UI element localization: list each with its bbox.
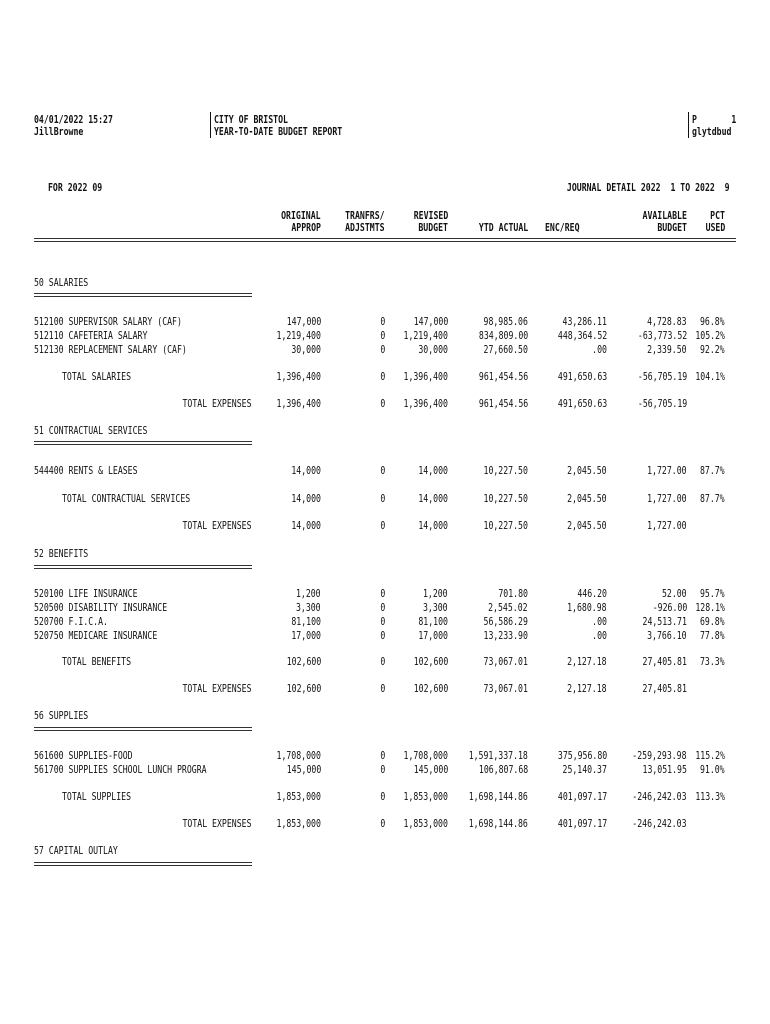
col-approp: APPROP bbox=[291, 222, 321, 234]
transfers-adjustments: 0 bbox=[380, 398, 385, 410]
ytd-actual: 56,586.29 bbox=[483, 616, 528, 628]
section-rule bbox=[34, 293, 252, 297]
total-expenses-label: TOTAL EXPENSES bbox=[182, 818, 252, 830]
available-budget: 1,727.00 bbox=[647, 520, 687, 532]
transfers-adjustments: 0 bbox=[380, 818, 385, 830]
ytd-actual: 13,233.90 bbox=[483, 630, 528, 642]
available-budget: 4,728.83 bbox=[647, 316, 687, 328]
ytd-actual: 1,698,144.86 bbox=[468, 818, 528, 830]
transfers-adjustments: 0 bbox=[380, 602, 385, 614]
col-used: USED bbox=[705, 222, 725, 234]
enc-req: 446.20 bbox=[577, 588, 607, 600]
account-description: 520100 LIFE INSURANCE bbox=[34, 588, 138, 600]
available-budget: 24,513.71 bbox=[642, 616, 687, 628]
original-approp: 17,000 bbox=[291, 630, 321, 642]
available-budget: -246,242.03 bbox=[632, 791, 687, 803]
revised-budget: 17,000 bbox=[418, 630, 448, 642]
section-rule bbox=[34, 862, 252, 866]
revised-budget: 147,000 bbox=[413, 316, 448, 328]
account-description: 520750 MEDICARE INSURANCE bbox=[34, 630, 158, 642]
section-title: 52 BENEFITS bbox=[34, 548, 89, 560]
original-approp: 1,396,400 bbox=[276, 371, 321, 383]
original-approp: 14,000 bbox=[291, 493, 321, 505]
page-number: 1 bbox=[731, 114, 736, 126]
available-budget: 1,727.00 bbox=[647, 465, 687, 477]
account-description: 561600 SUPPLIES-FOOD bbox=[34, 750, 133, 762]
available-budget: -56,705.19 bbox=[637, 371, 687, 383]
pct-used: 115.2% bbox=[695, 750, 725, 762]
transfers-adjustments: 0 bbox=[380, 630, 385, 642]
transfers-adjustments: 0 bbox=[380, 656, 385, 668]
pct-used: 91.0% bbox=[700, 764, 725, 776]
pct-used: 96.8% bbox=[700, 316, 725, 328]
revised-budget: 81,100 bbox=[418, 616, 448, 628]
transfers-adjustments: 0 bbox=[380, 344, 385, 356]
ytd-actual: 2,545.02 bbox=[488, 602, 528, 614]
period-label: FOR 2022 09 bbox=[48, 182, 103, 194]
available-budget: -259,293.98 bbox=[632, 750, 687, 762]
col-tranfrs: TRANFRS/ bbox=[345, 210, 385, 222]
report-datetime: 04/01/2022 15:27 bbox=[34, 114, 113, 126]
account-description: 512110 CAFETERIA SALARY bbox=[34, 330, 148, 342]
ytd-actual: 27,660.50 bbox=[483, 344, 528, 356]
pct-used: 128.1% bbox=[695, 602, 725, 614]
original-approp: 30,000 bbox=[291, 344, 321, 356]
enc-req: 43,286.11 bbox=[562, 316, 607, 328]
transfers-adjustments: 0 bbox=[380, 520, 385, 532]
enc-req: 491,650.63 bbox=[557, 371, 607, 383]
transfers-adjustments: 0 bbox=[380, 371, 385, 383]
transfers-adjustments: 0 bbox=[380, 330, 385, 342]
page-label: P bbox=[692, 114, 697, 126]
section-title: 56 SUPPLIES bbox=[34, 710, 89, 722]
pct-used: 104.1% bbox=[695, 371, 725, 383]
report-title: YEAR-TO-DATE BUDGET REPORT bbox=[214, 126, 343, 138]
section-rule bbox=[34, 565, 252, 569]
transfers-adjustments: 0 bbox=[380, 616, 385, 628]
entity-name: CITY OF BRISTOL bbox=[214, 114, 288, 126]
section-title: 51 CONTRACTUAL SERVICES bbox=[34, 425, 148, 437]
total-label: TOTAL BENEFITS bbox=[62, 656, 132, 668]
transfers-adjustments: 0 bbox=[380, 750, 385, 762]
revised-budget: 14,000 bbox=[418, 465, 448, 477]
enc-req: .00 bbox=[592, 344, 607, 356]
pct-used: 73.3% bbox=[700, 656, 725, 668]
enc-req: 401,097.17 bbox=[557, 818, 607, 830]
pct-used: 92.2% bbox=[700, 344, 725, 356]
revised-budget: 1,200 bbox=[423, 588, 448, 600]
col-original: ORIGINAL bbox=[281, 210, 321, 222]
original-approp: 1,708,000 bbox=[276, 750, 321, 762]
revised-budget: 145,000 bbox=[413, 764, 448, 776]
section-title: 50 SALARIES bbox=[34, 277, 89, 289]
transfers-adjustments: 0 bbox=[380, 764, 385, 776]
transfers-adjustments: 0 bbox=[380, 316, 385, 328]
report-user: JillBrowne bbox=[34, 126, 84, 138]
pct-used: 105.2% bbox=[695, 330, 725, 342]
ytd-actual: 961,454.56 bbox=[478, 398, 528, 410]
ytd-actual: 10,227.50 bbox=[483, 520, 528, 532]
ytd-actual: 73,067.01 bbox=[483, 656, 528, 668]
header-divider-left bbox=[210, 112, 211, 138]
original-approp: 1,853,000 bbox=[276, 791, 321, 803]
revised-budget: 3,300 bbox=[423, 602, 448, 614]
journal-detail: JOURNAL DETAIL 2022 1 TO 2022 9 bbox=[567, 182, 730, 194]
col-pct: PCT bbox=[710, 210, 725, 222]
available-budget: 13,051.95 bbox=[642, 764, 687, 776]
header-rule bbox=[34, 238, 736, 242]
revised-budget: 1,853,000 bbox=[403, 818, 448, 830]
transfers-adjustments: 0 bbox=[380, 791, 385, 803]
col-budget: BUDGET bbox=[418, 222, 448, 234]
available-budget: 2,339.50 bbox=[647, 344, 687, 356]
pct-used: 77.8% bbox=[700, 630, 725, 642]
section-title: 57 CAPITAL OUTLAY bbox=[34, 845, 118, 857]
available-budget: -246,242.03 bbox=[632, 818, 687, 830]
revised-budget: 1,708,000 bbox=[403, 750, 448, 762]
original-approp: 1,219,400 bbox=[276, 330, 321, 342]
revised-budget: 102,600 bbox=[413, 656, 448, 668]
program-name: glytdbud bbox=[692, 126, 732, 138]
total-label: TOTAL SALARIES bbox=[62, 371, 132, 383]
pct-used: 87.7% bbox=[700, 465, 725, 477]
col-available: AVAILABLE bbox=[642, 210, 687, 222]
revised-budget: 30,000 bbox=[418, 344, 448, 356]
transfers-adjustments: 0 bbox=[380, 465, 385, 477]
available-budget: 3,766.10 bbox=[647, 630, 687, 642]
revised-budget: 14,000 bbox=[418, 520, 448, 532]
revised-budget: 14,000 bbox=[418, 493, 448, 505]
original-approp: 14,000 bbox=[291, 520, 321, 532]
total-expenses-label: TOTAL EXPENSES bbox=[182, 520, 252, 532]
col-available-budget: BUDGET bbox=[657, 222, 687, 234]
enc-req: 1,680.98 bbox=[567, 602, 607, 614]
revised-budget: 102,600 bbox=[413, 683, 448, 695]
available-budget: -63,773.52 bbox=[637, 330, 687, 342]
revised-budget: 1,396,400 bbox=[403, 371, 448, 383]
original-approp: 3,300 bbox=[296, 602, 321, 614]
col-adjstmts: ADJSTMTS bbox=[345, 222, 385, 234]
header-divider-right bbox=[688, 112, 689, 138]
account-description: 512130 REPLACEMENT SALARY (CAF) bbox=[34, 344, 187, 356]
enc-req: .00 bbox=[592, 616, 607, 628]
account-description: 520700 F.I.C.A. bbox=[34, 616, 108, 628]
available-budget: -56,705.19 bbox=[637, 398, 687, 410]
enc-req: 2,045.50 bbox=[567, 493, 607, 505]
transfers-adjustments: 0 bbox=[380, 588, 385, 600]
account-description: 561700 SUPPLIES SCHOOL LUNCH PROGRA bbox=[34, 764, 207, 776]
original-approp: 1,200 bbox=[296, 588, 321, 600]
col-ytd-actual: YTD ACTUAL bbox=[478, 222, 528, 234]
total-label: TOTAL SUPPLIES bbox=[62, 791, 132, 803]
revised-budget: 1,396,400 bbox=[403, 398, 448, 410]
revised-budget: 1,853,000 bbox=[403, 791, 448, 803]
original-approp: 102,600 bbox=[286, 683, 321, 695]
account-description: 512100 SUPERVISOR SALARY (CAF) bbox=[34, 316, 182, 328]
ytd-actual: 98,985.06 bbox=[483, 316, 528, 328]
col-revised: REVISED bbox=[413, 210, 448, 222]
pct-used: 113.3% bbox=[695, 791, 725, 803]
transfers-adjustments: 0 bbox=[380, 683, 385, 695]
original-approp: 81,100 bbox=[291, 616, 321, 628]
original-approp: 1,853,000 bbox=[276, 818, 321, 830]
enc-req: 2,127.18 bbox=[567, 683, 607, 695]
ytd-actual: 106,807.68 bbox=[478, 764, 528, 776]
total-expenses-label: TOTAL EXPENSES bbox=[182, 683, 252, 695]
enc-req: 25,140.37 bbox=[562, 764, 607, 776]
ytd-actual: 73,067.01 bbox=[483, 683, 528, 695]
available-budget: -926.00 bbox=[652, 602, 687, 614]
enc-req: 2,045.50 bbox=[567, 520, 607, 532]
total-expenses-label: TOTAL EXPENSES bbox=[182, 398, 252, 410]
enc-req: .00 bbox=[592, 630, 607, 642]
original-approp: 147,000 bbox=[286, 316, 321, 328]
ytd-actual: 701.80 bbox=[498, 588, 528, 600]
original-approp: 14,000 bbox=[291, 465, 321, 477]
pct-used: 87.7% bbox=[700, 493, 725, 505]
enc-req: 2,045.50 bbox=[567, 465, 607, 477]
available-budget: 27,405.81 bbox=[642, 656, 687, 668]
ytd-actual: 10,227.50 bbox=[483, 493, 528, 505]
enc-req: 2,127.18 bbox=[567, 656, 607, 668]
ytd-actual: 834,809.00 bbox=[478, 330, 528, 342]
available-budget: 27,405.81 bbox=[642, 683, 687, 695]
section-rule bbox=[34, 441, 252, 445]
ytd-actual: 1,698,144.86 bbox=[468, 791, 528, 803]
revised-budget: 1,219,400 bbox=[403, 330, 448, 342]
ytd-actual: 1,591,337.18 bbox=[468, 750, 528, 762]
enc-req: 401,097.17 bbox=[557, 791, 607, 803]
section-rule bbox=[34, 727, 252, 731]
original-approp: 1,396,400 bbox=[276, 398, 321, 410]
account-description: 544400 RENTS & LEASES bbox=[34, 465, 138, 477]
transfers-adjustments: 0 bbox=[380, 493, 385, 505]
account-description: 520500 DISABILITY INSURANCE bbox=[34, 602, 168, 614]
ytd-actual: 961,454.56 bbox=[478, 371, 528, 383]
total-label: TOTAL CONTRACTUAL SERVICES bbox=[62, 493, 191, 505]
enc-req: 448,364.52 bbox=[557, 330, 607, 342]
available-budget: 52.00 bbox=[662, 588, 687, 600]
ytd-actual: 10,227.50 bbox=[483, 465, 528, 477]
original-approp: 102,600 bbox=[286, 656, 321, 668]
pct-used: 69.8% bbox=[700, 616, 725, 628]
pct-used: 95.7% bbox=[700, 588, 725, 600]
original-approp: 145,000 bbox=[286, 764, 321, 776]
enc-req: 375,956.80 bbox=[557, 750, 607, 762]
available-budget: 1,727.00 bbox=[647, 493, 687, 505]
col-enc-req: ENC/REQ bbox=[545, 222, 580, 234]
enc-req: 491,650.63 bbox=[557, 398, 607, 410]
